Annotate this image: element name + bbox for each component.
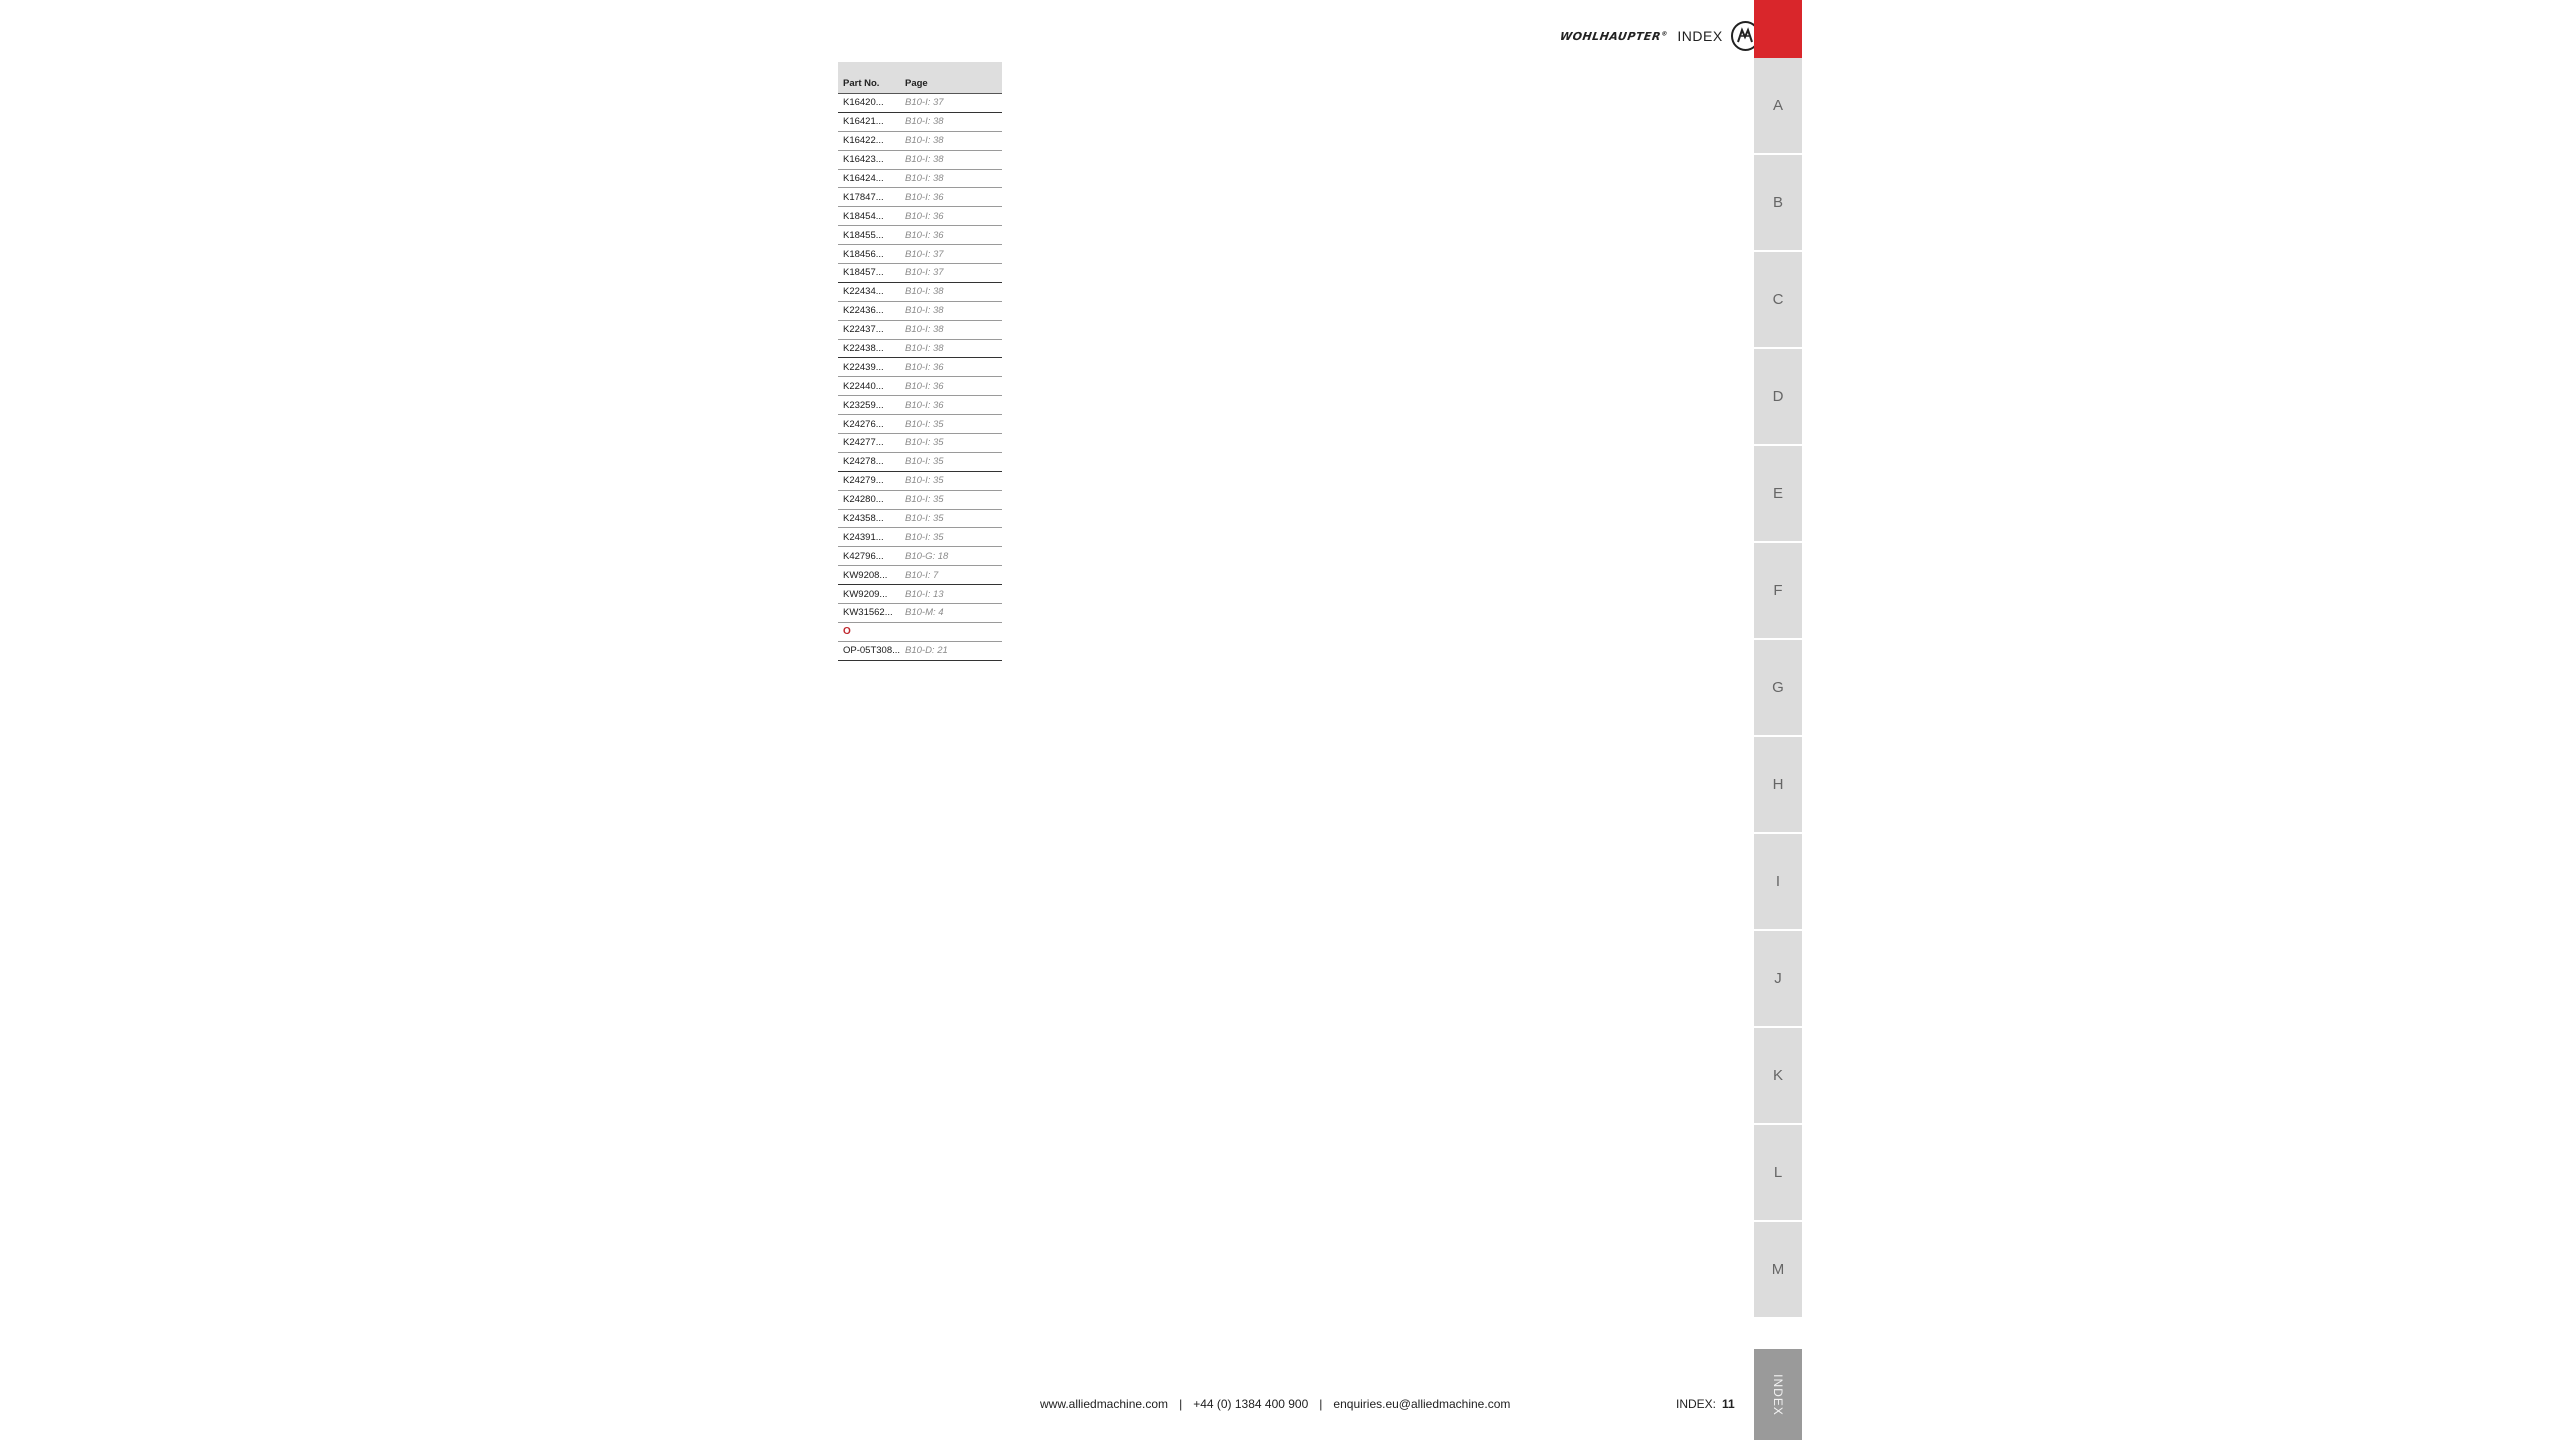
column-header-part: Part No. [843, 78, 880, 89]
table-row [838, 415, 1002, 434]
page-reference[interactable]: B10-I: 38 [905, 305, 944, 317]
page-reference[interactable]: B10-G: 18 [905, 550, 949, 562]
part-number: K17847... [843, 191, 884, 203]
part-number: K22439... [843, 361, 884, 373]
part-number: K24279... [843, 475, 884, 487]
tab-a[interactable]: A [1754, 58, 1802, 155]
page-reference[interactable]: B10-I: 35 [905, 475, 944, 487]
page-reference[interactable]: B10-I: 38 [905, 324, 944, 336]
tab-e[interactable]: E [1754, 446, 1802, 543]
footer-page-value: 11 [1722, 1397, 1735, 1411]
table-row [838, 321, 1002, 340]
footer-page-label: INDEX: [1676, 1397, 1717, 1411]
footer-email-link[interactable]: enquiries.eu@alliedmachine.com [1333, 1397, 1511, 1411]
page-reference[interactable]: B10-I: 35 [905, 418, 944, 430]
page-reference[interactable]: B10-I: 13 [905, 588, 944, 600]
table-row [838, 604, 1002, 623]
part-number: K22438... [843, 343, 884, 355]
part-number: K16420... [843, 97, 884, 109]
tab-c[interactable]: C [1754, 252, 1802, 349]
table-row [838, 132, 1002, 151]
table-row [838, 434, 1002, 453]
tab-b[interactable]: B [1754, 155, 1802, 252]
part-number: K16423... [843, 154, 884, 166]
table-row [838, 642, 1002, 661]
table-row [838, 547, 1002, 566]
page-reference[interactable]: B10-I: 37 [905, 97, 944, 109]
table-row [838, 396, 1002, 415]
part-number: K16424... [843, 173, 884, 184]
part-number: K16422... [843, 135, 884, 147]
column-header-page: Page [905, 78, 928, 89]
table-row [838, 358, 1002, 377]
part-number: K18457... [843, 267, 884, 279]
table-row [838, 226, 1002, 245]
page-reference[interactable]: B10-I: 36 [905, 229, 944, 241]
table-row [838, 113, 1002, 132]
page-reference[interactable]: B10-I: 38 [905, 286, 944, 298]
index-rows [838, 94, 1002, 623]
page-reference[interactable]: B10-I: 7 [905, 569, 939, 581]
table-row [838, 340, 1002, 359]
page-footer [1040, 1394, 1740, 1414]
table-row [838, 245, 1002, 264]
section-letter: O [838, 623, 1002, 642]
part-number: KW9209... [843, 588, 888, 600]
page-reference[interactable]: B10-D: 21 [905, 645, 948, 657]
table-row [838, 528, 1002, 547]
table-row [838, 472, 1002, 491]
tab-index-label: INDEX [1771, 1373, 1785, 1416]
part-number: K22440... [843, 380, 884, 392]
table-row [838, 491, 1002, 510]
table-row [838, 453, 1002, 472]
page-reference[interactable]: B10-I: 38 [905, 135, 944, 147]
table-row [838, 94, 1002, 113]
table-row [838, 283, 1002, 302]
tab-accent-block [1754, 0, 1802, 58]
page-reference[interactable]: B10-I: 36 [905, 210, 944, 222]
tab-f[interactable]: F [1754, 543, 1802, 640]
tab-index[interactable] [1754, 1349, 1802, 1440]
page-reference[interactable]: B10-I: 35 [905, 437, 944, 449]
page-reference[interactable]: B10-M: 4 [905, 607, 944, 619]
part-number: K18455... [843, 229, 884, 241]
tab-h[interactable]: H [1754, 737, 1802, 834]
tab-i[interactable]: I [1754, 834, 1802, 931]
index-table-header [838, 62, 1002, 94]
page-header [1560, 16, 1760, 56]
table-row [838, 302, 1002, 321]
table-row [838, 377, 1002, 396]
footer-page-number [1676, 1394, 1735, 1414]
tab-g[interactable]: G [1754, 640, 1802, 737]
page-reference[interactable]: B10-I: 37 [905, 267, 944, 279]
table-row [838, 264, 1002, 283]
page-reference[interactable]: B10-I: 38 [905, 173, 944, 184]
part-number: K24276... [843, 418, 884, 430]
page-reference[interactable]: B10-I: 36 [905, 399, 944, 411]
page-reference[interactable]: B10-I: 35 [905, 494, 944, 506]
section-rows [838, 642, 1002, 661]
page-reference[interactable]: B10-I: 36 [905, 191, 944, 203]
page-reference[interactable]: B10-I: 37 [905, 248, 944, 260]
table-row [838, 207, 1002, 226]
part-number: K24280... [843, 494, 884, 506]
tab-d[interactable]: D [1754, 349, 1802, 446]
table-row [838, 188, 1002, 207]
section-tabs [1754, 0, 1802, 1440]
tab-j[interactable]: J [1754, 931, 1802, 1028]
part-number: K24358... [843, 513, 884, 525]
tab-l[interactable]: L [1754, 1125, 1802, 1222]
footer-separator: | [1319, 1397, 1323, 1411]
part-number: K24277... [843, 437, 884, 449]
page-reference[interactable]: B10-I: 35 [905, 531, 944, 543]
tab-k[interactable]: K [1754, 1028, 1802, 1125]
page-reference[interactable]: B10-I: 35 [905, 456, 944, 468]
page-reference[interactable]: B10-I: 38 [905, 343, 944, 355]
page-reference[interactable]: B10-I: 38 [905, 116, 944, 128]
footer-website-link[interactable]: www.alliedmachine.com [1040, 1397, 1169, 1411]
table-row [838, 510, 1002, 529]
page-reference[interactable]: B10-I: 36 [905, 380, 944, 392]
page-reference[interactable]: B10-I: 35 [905, 513, 944, 525]
part-number: K18454... [843, 210, 884, 222]
part-number: K42796... [843, 550, 884, 562]
part-number: KW31562... [843, 607, 893, 619]
part-number: OP-05T308... [843, 645, 901, 657]
index-table [838, 62, 1002, 661]
tab-m[interactable]: M [1754, 1222, 1802, 1319]
part-number: K24391... [843, 531, 884, 543]
table-row [838, 585, 1002, 604]
part-number: K22434... [843, 286, 884, 298]
footer-separator: | [1179, 1397, 1183, 1411]
table-row [838, 151, 1002, 170]
header-title: INDEX [1677, 28, 1723, 44]
part-number: KW9208... [843, 569, 888, 581]
footer-phone: +44 (0) 1384 400 900 [1193, 1397, 1309, 1411]
table-row [838, 566, 1002, 585]
part-number: K22436... [843, 305, 884, 317]
table-row [838, 170, 1002, 189]
page-reference[interactable]: B10-I: 38 [905, 154, 944, 166]
part-number: K16421... [843, 116, 884, 128]
part-number: K22437... [843, 324, 884, 336]
page-reference[interactable]: B10-I: 36 [905, 361, 944, 373]
part-number: K24278... [843, 456, 884, 468]
brand-logo-text: WOHLHAUPTER® [1559, 29, 1669, 43]
part-number: K23259... [843, 399, 884, 411]
part-number: K18456... [843, 248, 884, 260]
